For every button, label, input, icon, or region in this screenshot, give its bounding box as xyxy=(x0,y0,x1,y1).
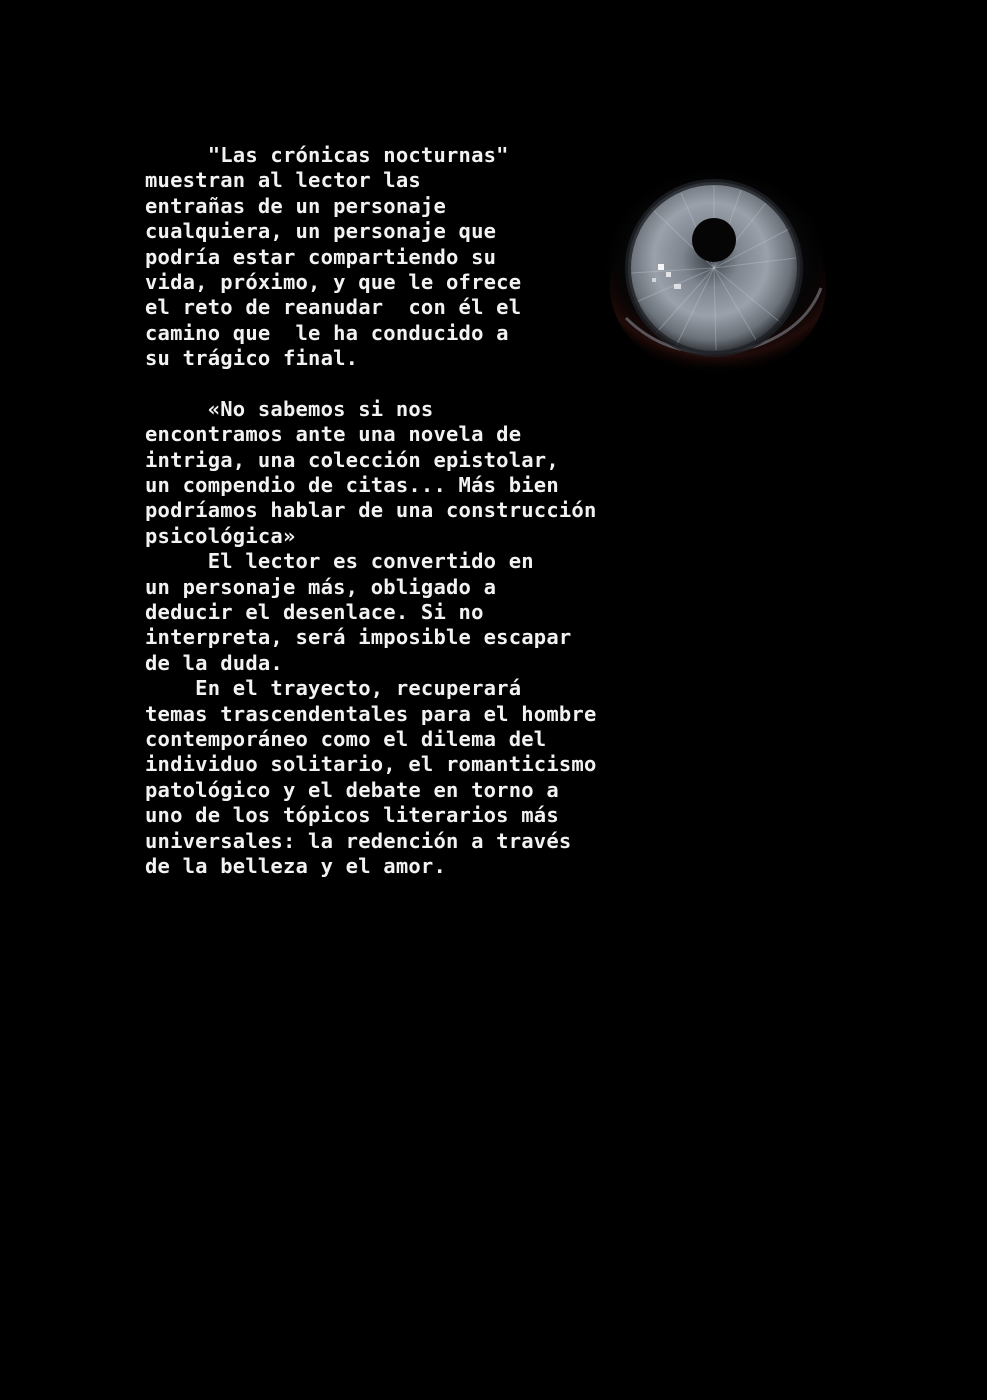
synopsis-line: temas trascendentales para el hombre xyxy=(145,701,597,726)
synopsis-line: muestran al lector las xyxy=(145,168,421,193)
synopsis-line: cualquiera, un personaje que xyxy=(145,219,497,244)
synopsis-line: encontramos ante una novela de xyxy=(145,422,522,447)
paragraph-gap xyxy=(145,372,625,397)
synopsis-line: vida, próximo, y que le ofrece xyxy=(145,269,522,294)
synopsis-line: En el trayecto, recuperará xyxy=(145,676,522,701)
synopsis-line: de la duda. xyxy=(145,650,283,675)
synopsis-line: de la belleza y el amor. xyxy=(145,853,447,878)
synopsis-line: universales: la redención a través xyxy=(145,828,572,853)
synopsis-line: un compendio de citas... Más bien xyxy=(145,473,559,498)
synopsis-line: podría estar compartiendo su xyxy=(145,244,497,269)
synopsis-line: individuo solitario, el romanticismo xyxy=(145,752,597,777)
synopsis-line: deducir el desenlace. Si no xyxy=(145,600,484,625)
synopsis-line: el reto de reanudar con él el xyxy=(145,295,522,320)
synopsis-line: su trágico final. xyxy=(145,346,359,371)
synopsis-line: patológico y el debate en torno a xyxy=(145,777,559,802)
synopsis-line: "Las crónicas nocturnas" xyxy=(145,143,509,167)
synopsis-line: entrañas de un personaje xyxy=(145,193,447,218)
synopsis-line: intriga, una colección epistolar, xyxy=(145,447,559,472)
synopsis-line: El lector es convertido en xyxy=(145,549,534,574)
eye-icon xyxy=(606,168,830,392)
synopsis-line: psicológica» xyxy=(145,523,296,548)
synopsis-line: un personaje más, obligado a xyxy=(145,574,497,599)
synopsis-line: interpreta, será imposible escapar xyxy=(145,625,572,650)
synopsis-line: camino que le ha conducido a xyxy=(145,320,509,345)
synopsis-line: contemporáneo como el dilema del xyxy=(145,726,547,751)
synopsis-line: «No sabemos si nos xyxy=(145,396,434,421)
synopsis-text xyxy=(145,143,625,879)
synopsis-line: podríamos hablar de una construcción xyxy=(145,498,597,523)
synopsis-line: uno de los tópicos literarios más xyxy=(145,803,559,828)
